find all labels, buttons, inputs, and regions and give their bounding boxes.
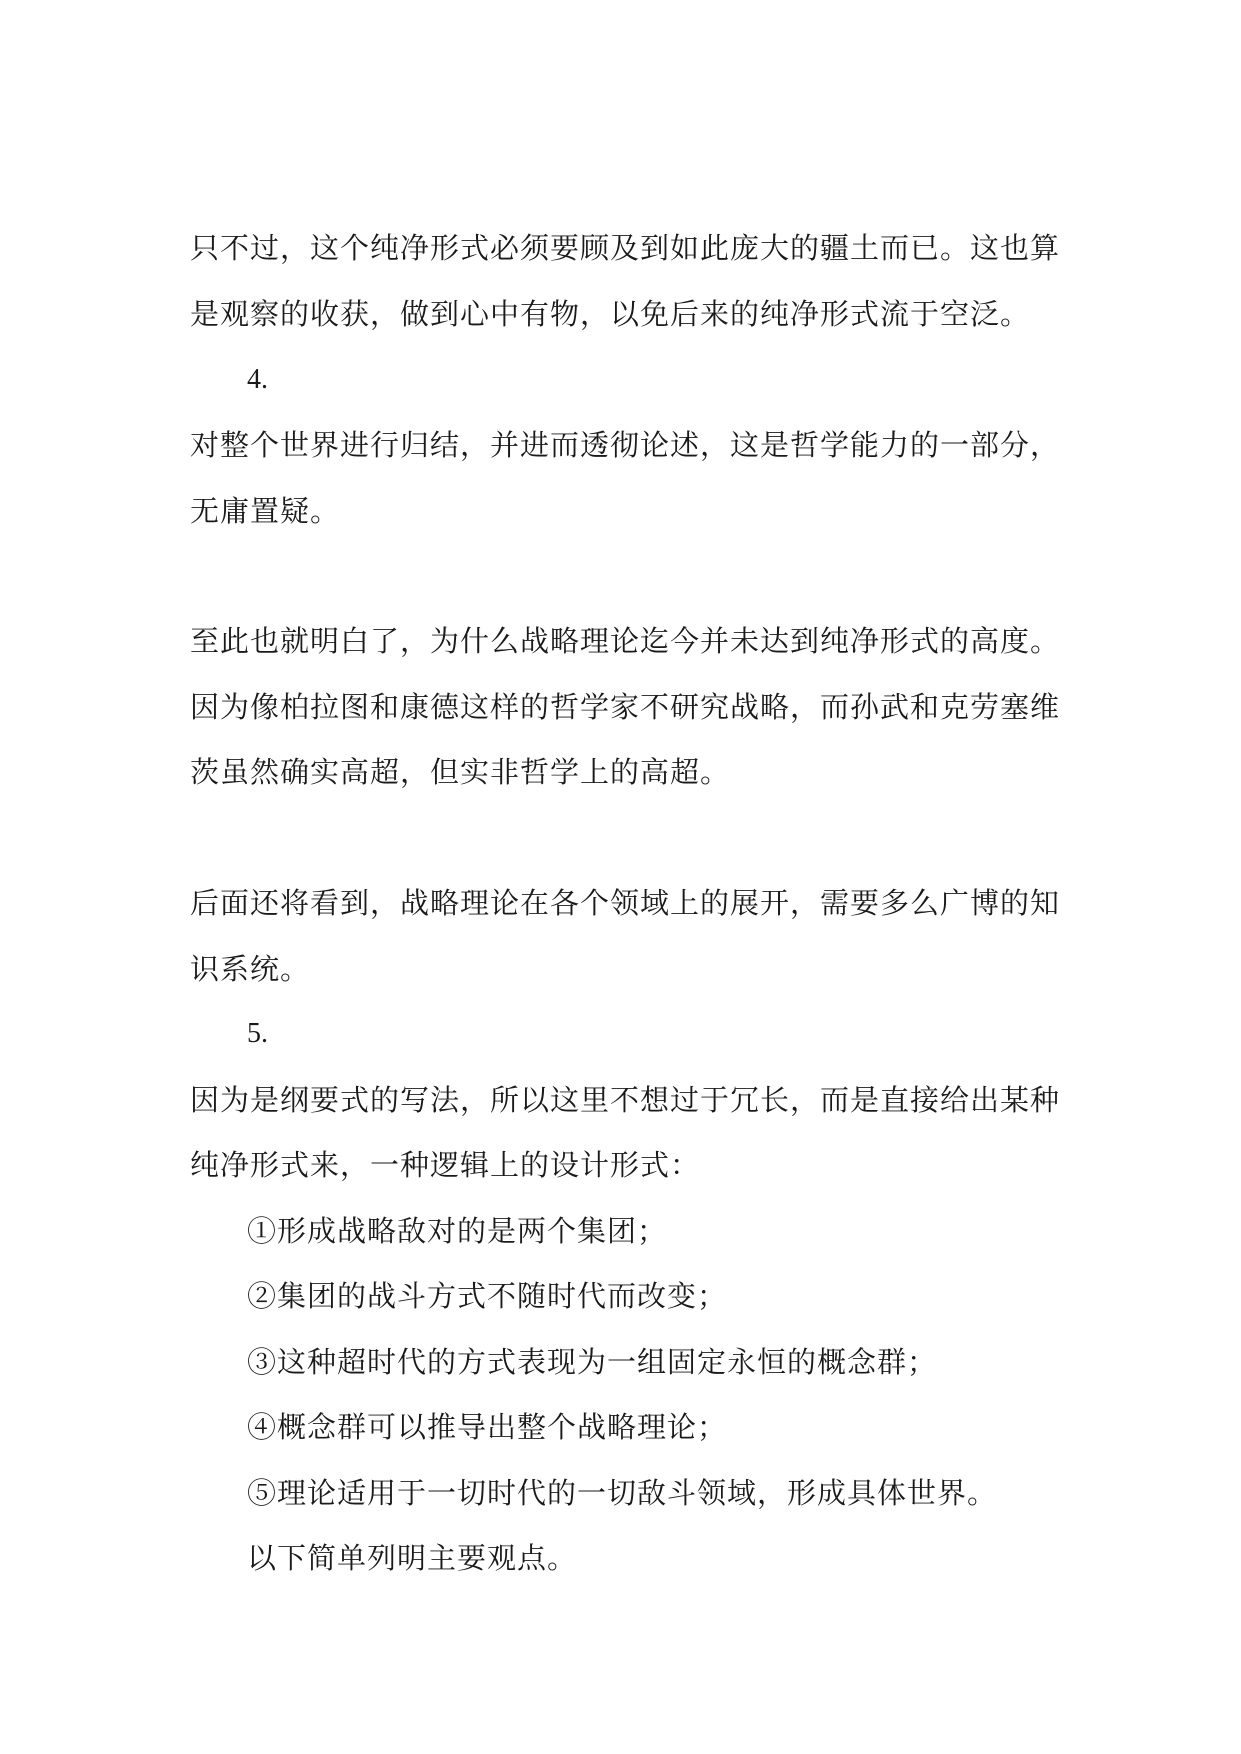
text-line-9: 后面还将看到，战略理论在各个领域上的展开，需要多么广博的知 [190, 886, 1061, 920]
list-item-1: ①形成战略敌对的是两个集团； [247, 1214, 668, 1248]
text-line-12: 因为是纲要式的写法，所以这里不想过于冗长，而是直接给出某种 [190, 1083, 1061, 1117]
section-number-4: 4. [247, 364, 268, 395]
list-item-4: ④概念群可以推导出整个战略理论； [247, 1410, 728, 1444]
text-line-1: 只不过，这个纯净形式必须要顾及到如此庞大的疆土而已。这也算 [190, 231, 1061, 265]
list-item-3: ③这种超时代的方式表现为一组固定永恒的概念群； [247, 1345, 938, 1379]
list-item-5: ⑤理论适用于一切时代的一切敌斗领域，形成具体世界。 [247, 1476, 998, 1510]
text-line-10: 识系统。 [190, 952, 311, 986]
list-item-2: ②集团的战斗方式不随时代而改变； [247, 1279, 728, 1313]
text-line-7: 因为像柏拉图和康德这样的哲学家不研究战略，而孙武和克劳塞维 [190, 690, 1061, 724]
text-line-8: 茨虽然确实高超，但实非哲学上的高超。 [190, 755, 731, 789]
text-line-4: 对整个世界进行归结，并进而透彻论述，这是哲学能力的一部分， [190, 428, 1061, 462]
section-number-5: 5. [247, 1018, 268, 1049]
text-line-13: 纯净形式来，一种逻辑上的设计形式： [190, 1148, 701, 1182]
text-line-2: 是观察的收获，做到心中有物，以免后来的纯净形式流于空泛。 [190, 297, 1031, 331]
text-line-closing: 以下简单列明主要观点。 [247, 1541, 578, 1575]
text-line-5: 无庸置疑。 [190, 494, 341, 528]
text-line-6: 至此也就明白了，为什么战略理论迄今并未达到纯净形式的高度。 [190, 624, 1061, 658]
